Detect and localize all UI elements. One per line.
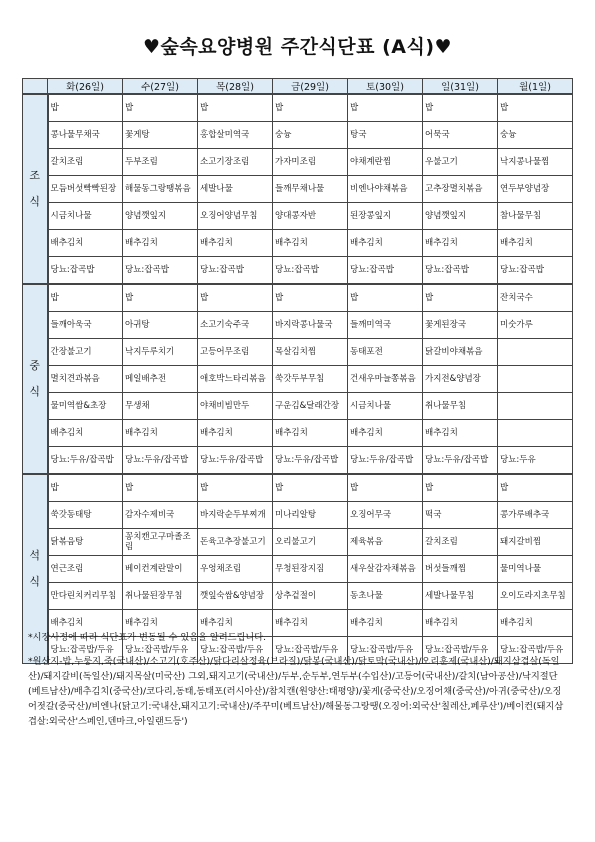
dish-cell: 배추김치 [273,230,348,257]
dish-cell: 갈치조림 [423,529,498,556]
dish-cell: 밥 [273,94,348,122]
dish-cell: 야채계란찜 [348,149,423,176]
dish-cell: 멸치견과볶음 [48,366,123,393]
dish-cell: 꽁치캔고구마졸조림 [123,529,198,556]
dish-cell: 배추김치 [48,420,123,447]
breakfast-row [23,122,573,149]
dish-cell: 오징어양념무침 [198,203,273,230]
dish-cell: 밥 [123,94,198,122]
dish-cell: 배추김치 [198,230,273,257]
dish-cell: 모듬버섯빡빡된장 [48,176,123,203]
dish-cell: 돈육고추장불고기 [198,529,273,556]
dish-cell: 낙지두루치기 [123,339,198,366]
dish-cell: 잔치국수 [498,284,573,312]
dish-cell: 세발나물무침 [423,583,498,610]
dish-cell: 밥 [48,284,123,312]
dinner-row [23,583,573,610]
dish-cell: 애호박느타리볶음 [198,366,273,393]
dinner-label: 석 식 [23,474,48,664]
dish-cell: 소고기숙주국 [198,312,273,339]
dish-cell: 배추김치 [273,610,348,637]
day-header-6: 월(1일) [498,79,573,95]
lunch-row [23,393,573,420]
dish-cell: 양념깻잎지 [423,203,498,230]
dish-cell: 베이컨계란말이 [123,556,198,583]
dish-cell: 닭갈비야채볶음 [423,339,498,366]
dish-cell: 비엔나야채볶음 [348,176,423,203]
dish-cell: 고추장멸치볶음 [423,176,498,203]
dish-cell: 배추김치 [348,230,423,257]
dish-cell: 당뇨:잡곡밥/두유 [423,637,498,664]
dish-cell: 배추김치 [123,610,198,637]
dish-cell: 우엉채조림 [198,556,273,583]
dish-cell: 배추김치 [123,230,198,257]
dish-cell: 물미역나물 [498,556,573,583]
lunch-label: 중 식 [23,284,48,474]
dish-cell: 밥 [498,474,573,502]
dish-cell: 당뇨:잡곡밥/두유 [198,637,273,664]
day-header-0: 화(26일) [48,79,123,95]
dish-cell: 배추김치 [498,230,573,257]
dish-cell: 당뇨:잡곡밥 [198,257,273,285]
dish-cell: 닭볶음탕 [48,529,123,556]
dish-cell: 당뇨:잡곡밥/두유 [48,637,123,664]
breakfast-row [23,94,573,122]
dish-cell [498,393,573,420]
breakfast-row [23,230,573,257]
dish-cell: 밥 [198,284,273,312]
dish-cell: 해물동그랑땡볶음 [123,176,198,203]
dish-cell: 숭늉 [498,122,573,149]
dish-cell: 배추김치 [48,230,123,257]
dish-cell: 야채비빔만두 [198,393,273,420]
dish-cell: 갈치조림 [48,149,123,176]
dish-cell: 밥 [123,474,198,502]
dish-cell: 배추김치 [423,610,498,637]
dish-cell: 배추김치 [423,420,498,447]
breakfast-row [23,176,573,203]
lunch-row [23,366,573,393]
dish-cell: 당뇨:두유/잡곡밥 [273,447,348,475]
dish-cell: 들깨무채나물 [273,176,348,203]
dish-cell: 당뇨:잡곡밥 [348,257,423,285]
dish-cell: 당뇨:두유 [498,447,573,475]
dish-cell: 탕국 [348,122,423,149]
dish-cell: 시금치나물 [348,393,423,420]
dish-cell: 오리불고기 [273,529,348,556]
dish-cell: 당뇨:잡곡밥/두유 [273,637,348,664]
dish-cell: 미숫가루 [498,312,573,339]
dish-cell: 밥 [498,94,573,122]
dish-cell: 당뇨:잡곡밥 [48,257,123,285]
dish-cell: 오이도라지초무침 [498,583,573,610]
day-header-1: 수(27일) [123,79,198,95]
origin-text: *원산지-밥,누룽지,죽(국내산)/소고기(호주산)/닭다리살정육(브라질)/닭봉(국내산)/닭토막(국내산)/오리훈제(국내산)/돼지삼겹살(독일산)/돼지갈비(독일산)/돼지목살(미국산) 그외,돼지고기(국내산)/두부,순두부,연두부(수입산)/고등어(국내산)/갈치(남아공산)/낙지절단(베트남산)/배추김치(중국산)/코다리,동태,동태포(러시아산)/참치캔(원양산:태평양)/꽃게(중국산)/오징어채(중국산)/아귀(중국산)/오징어젓갈(중국산)/비엔나(닭고기:국내산,돼지고기:국내산)/주꾸미(베트남산)/해물동그랑땡(오징어:외국산'칠레산,페루산')/베이컨(돼지삼겹살:외국산'스페인,덴마크,아일랜드등') [28,656,564,727]
dish-cell: 밥 [348,94,423,122]
dish-cell: 당뇨:두유/잡곡밥 [198,447,273,475]
dish-cell: 밥 [123,284,198,312]
dish-cell: 두부조림 [123,149,198,176]
dish-cell: 돼지갈비찜 [498,529,573,556]
day-header-4: 토(30일) [348,79,423,95]
dish-cell: 콩나물무채국 [48,122,123,149]
dish-cell: 밥 [423,474,498,502]
breakfast-row [23,149,573,176]
dish-cell: 밥 [273,474,348,502]
dish-cell: 시금치나물 [48,203,123,230]
dish-cell: 당뇨:잡곡밥 [423,257,498,285]
lunch-row [23,284,573,312]
dish-cell: 만다린치커리무침 [48,583,123,610]
dish-cell: 된장콩잎지 [348,203,423,230]
dish-cell: 양념깻잎지 [123,203,198,230]
lunch-row [23,339,573,366]
day-header-3: 금(29일) [273,79,348,95]
day-header-row [23,79,573,95]
dish-cell: 배추김치 [48,610,123,637]
dinner-row [23,502,573,529]
dish-cell: 들깨아욱국 [48,312,123,339]
breakfast-row [23,257,573,285]
dish-cell: 배추김치 [198,610,273,637]
dish-cell: 세발나물 [198,176,273,203]
dish-cell: 양대콩자반 [273,203,348,230]
dish-cell: 밥 [348,284,423,312]
dish-cell: 배추김치 [273,420,348,447]
dish-cell: 배추김치 [423,230,498,257]
dish-cell: 밥 [423,94,498,122]
lunch-row [23,447,573,475]
dish-cell: 당뇨:잡곡밥/두유 [123,637,198,664]
dish-cell: 새우살감자채볶음 [348,556,423,583]
dish-cell: 감자수제비국 [123,502,198,529]
dish-cell: 당뇨:두유/잡곡밥 [48,447,123,475]
dish-cell: 당뇨:잡곡밥 [273,257,348,285]
dish-cell: 버섯들깨찜 [423,556,498,583]
dish-cell: 우불고기 [423,149,498,176]
dish-cell: 들깨미역국 [348,312,423,339]
dish-cell: 연두부양념장 [498,176,573,203]
day-header-5: 일(31일) [423,79,498,95]
dish-cell: 낙지콩나물찜 [498,149,573,176]
dish-cell: 건새우마늘쫑볶음 [348,366,423,393]
dish-cell [498,366,573,393]
dish-cell: 밥 [48,94,123,122]
dinner-row [23,529,573,556]
dish-cell: 구운김&달래간장 [273,393,348,420]
dish-cell: 연근조림 [48,556,123,583]
dish-cell: 꽃게탕 [123,122,198,149]
dish-cell: 깻잎숙쌈&양념장 [198,583,273,610]
dish-cell: 오징어무국 [348,502,423,529]
dish-cell: 밥 [273,284,348,312]
dish-cell: 당뇨:잡곡밥 [498,257,573,285]
dish-cell: 콩가루배추국 [498,502,573,529]
lunch-row [23,420,573,447]
dish-cell: 밥 [48,474,123,502]
dish-cell: 밥 [348,474,423,502]
dish-cell: 아귀탕 [123,312,198,339]
dish-cell: 참나물무침 [498,203,573,230]
dish-cell: 숭늉 [273,122,348,149]
dish-cell: 밥 [198,474,273,502]
corner-cell [23,79,48,95]
dish-cell: 무청된장지짐 [273,556,348,583]
dish-cell: 쑥갓동태탕 [48,502,123,529]
dish-cell: 가자미조림 [273,149,348,176]
dish-cell: 바지락순두부찌개 [198,502,273,529]
page-title: ♥숲속요양병원 주간식단표 (A식)♥ [142,36,453,58]
dish-cell: 목살김치찜 [273,339,348,366]
dinner-row [23,474,573,502]
dish-cell: 상추겉절이 [273,583,348,610]
dish-cell: 당뇨:잡곡밥/두유 [348,637,423,664]
dish-cell: 취나물무침 [423,393,498,420]
lunch-row [23,312,573,339]
dish-cell: 바지락콩나물국 [273,312,348,339]
dish-cell: 밥 [423,284,498,312]
dish-cell: 당뇨:두유/잡곡밥 [423,447,498,475]
dish-cell: 꽃게된장국 [423,312,498,339]
breakfast-row [23,203,573,230]
dish-cell: 밥 [198,94,273,122]
dish-cell: 떡국 [423,502,498,529]
dinner-row [23,556,573,583]
dish-cell: 고등어무조림 [198,339,273,366]
dish-cell: 당뇨:두유/잡곡밥 [348,447,423,475]
dish-cell: 홍합살미역국 [198,122,273,149]
dish-cell: 배추김치 [348,610,423,637]
dish-cell: 메일배추전 [123,366,198,393]
dish-cell: 당뇨:두유/잡곡밥 [123,447,198,475]
dish-cell: 배추김치 [498,610,573,637]
dish-cell: 취나물된장무침 [123,583,198,610]
dish-cell: 미나리알탕 [273,502,348,529]
notice-text: *시장사정에 따라 식단표가 변동될 수 있음을 알려드립니다. [28,632,267,643]
dish-cell: 제육볶음 [348,529,423,556]
dish-cell [498,339,573,366]
dish-cell: 배추김치 [348,420,423,447]
dish-cell: 배추김치 [123,420,198,447]
dish-cell: 어묵국 [423,122,498,149]
dish-cell: 동태포전 [348,339,423,366]
breakfast-label: 조 식 [23,94,48,284]
dish-cell: 간장불고기 [48,339,123,366]
dish-cell: 무생채 [123,393,198,420]
dish-cell: 당뇨:잡곡밥 [123,257,198,285]
dish-cell: 배추김치 [198,420,273,447]
dish-cell: 가지전&양념장 [423,366,498,393]
day-header-2: 목(28일) [198,79,273,95]
dish-cell: 동초나물 [348,583,423,610]
dish-cell [498,420,573,447]
dish-cell: 당뇨:잡곡밥/두유 [498,637,573,664]
dish-cell: 물미역쌈&초장 [48,393,123,420]
dish-cell: 소고기장조림 [198,149,273,176]
dish-cell: 쑥갓두부무침 [273,366,348,393]
